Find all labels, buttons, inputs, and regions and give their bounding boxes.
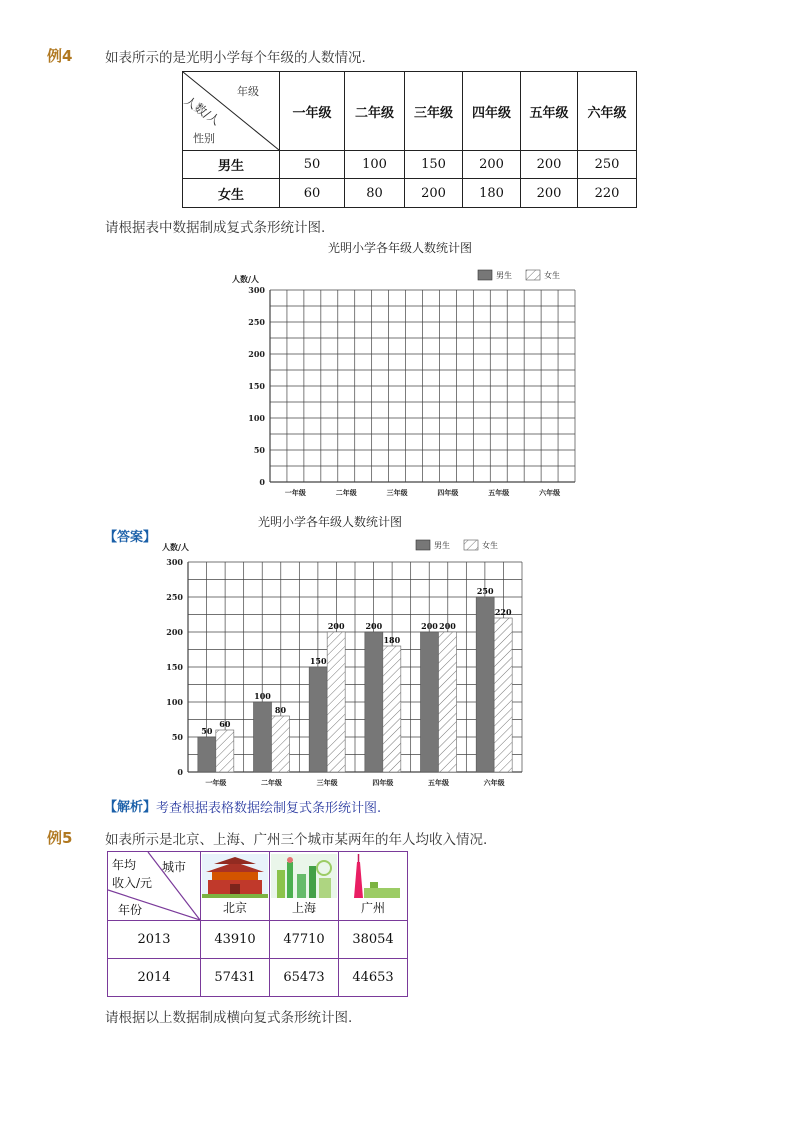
analysis-label: 【解析】 [104,800,157,815]
corner-income-label-2: 收入/元 [112,876,153,890]
table-cell: 220 [578,179,637,208]
y-tick-label: 300 [248,285,265,295]
answer-label: 【答案】 [104,530,157,545]
legend-label-male: 男生 [496,271,512,280]
table-cell: 150 [405,151,463,179]
y-tick-label: 100 [166,697,183,707]
city-name: 广州 [360,901,385,915]
grade-header: 三年级 [405,72,463,151]
bar-female [272,716,290,772]
chart-title: 光明小学各年级人数统计图 [327,241,473,255]
tiananmen-icon [202,854,268,898]
table-cell: 200 [405,179,463,208]
x-tick-label: 六年级 [483,778,505,787]
y-tick-label: 0 [177,767,183,777]
table-cell: 65473 [270,959,339,997]
answer-bar-chart [150,510,540,792]
table-row [108,959,408,997]
table-cell: 80 [345,179,405,208]
data-label-male: 250 [476,586,494,596]
y-tick-label: 50 [253,445,265,455]
x-tick-label: 一年级 [205,778,227,787]
data-label-female: 80 [274,705,287,715]
canton-tower-icon [340,854,406,898]
x-tick-label: 五年级 [428,778,449,787]
bar-female [383,646,401,772]
data-label-female: 180 [383,635,401,645]
bar-female [327,632,345,772]
example-4-label: 例4 [47,47,73,65]
legend-swatch-female [464,540,478,550]
bar-female [439,632,457,772]
bar-male [365,632,383,772]
city-income-table [107,851,408,997]
grade-header: 五年级 [521,72,578,151]
grade-header: 一年级 [280,72,345,151]
y-tick-label: 0 [259,477,265,487]
analysis-text: 考查根据表格数据绘制复式条形统计图. [156,801,382,816]
data-label-male: 150 [309,656,327,666]
x-tick-label: 四年级 [437,488,459,497]
table-cell: 180 [463,179,521,208]
legend-label-female: 女生 [482,541,498,550]
grade-header: 四年级 [463,72,521,151]
y-tick-label: 150 [166,662,183,672]
table-cell: 47710 [270,921,339,959]
y-tick-label: 50 [171,732,183,742]
table-cell: 44653 [339,959,408,997]
data-label-male: 200 [421,621,438,631]
data-label-male: 50 [201,726,213,736]
table-corner-cell [108,852,201,921]
table-cell: 100 [345,151,405,179]
year-cell: 2013 [108,921,201,959]
grade-population-table [182,71,637,208]
y-tick-label: 300 [166,557,183,567]
legend-label-female: 女生 [544,271,560,280]
example-4-text: 如表所示的是光明小学每个年级的人数情况. [105,50,366,66]
y-tick-label: 250 [166,592,183,602]
bar-male [476,597,494,772]
city-header-shanghai [270,852,339,921]
table-cell: 200 [521,151,578,179]
y-axis-label: 人数/人 [162,542,189,552]
table-row [108,921,408,959]
x-tick-label: 二年级 [335,488,357,497]
city-name: 上海 [291,901,316,915]
data-label-female: 200 [327,621,345,631]
legend-label-male: 男生 [434,541,450,550]
shanghai-skyline-icon [271,854,337,898]
data-label-female: 60 [219,719,231,729]
table-row [183,151,637,179]
row-label: 女生 [183,179,280,208]
table-row [183,179,637,208]
table-cell: 250 [578,151,637,179]
chart-title: 光明小学各年级人数统计图 [257,515,403,529]
bar-female [216,730,234,772]
example-5-text: 如表所示是北京、上海、广州三个城市某两年的年人均收入情况. [105,832,488,848]
grade-header: 六年级 [578,72,637,151]
legend-swatch-female [526,270,540,280]
city-name: 北京 [222,901,247,915]
bar-female [494,618,512,772]
table-cell: 50 [280,151,345,179]
example-5-instruction: 请根据以上数据制成横向复式条形统计图. [105,1010,353,1026]
x-tick-label: 五年级 [488,488,510,497]
empty-bar-chart [230,236,600,506]
table-cell: 38054 [339,921,408,959]
grade-header: 二年级 [345,72,405,151]
table-corner-cell [183,72,280,151]
y-axis-label: 人数/人 [232,274,259,284]
corner-income-label-1: 年均 [112,858,137,872]
city-header-beijing [201,852,270,921]
bar-male [198,737,216,772]
bar-male [254,702,272,772]
x-tick-label: 三年级 [386,488,408,497]
bar-male [421,632,439,772]
table-cell: 200 [463,151,521,179]
table-cell: 57431 [201,959,270,997]
corner-grade-label: 年级 [237,85,259,98]
table-cell: 60 [280,179,345,208]
y-tick-label: 200 [248,349,265,359]
data-label-male: 100 [254,691,271,701]
corner-gender-label: 性别 [193,132,215,145]
example-4-instruction: 请根据表中数据制成复式条形统计图. [105,220,326,236]
table-cell: 200 [521,179,578,208]
row-label: 男生 [183,151,280,179]
y-tick-label: 250 [248,317,265,327]
x-tick-label: 二年级 [261,778,282,787]
x-tick-label: 六年级 [539,488,561,497]
corner-year-label: 年份 [118,903,143,917]
y-tick-label: 200 [166,627,183,637]
legend-swatch-male [478,270,492,280]
y-tick-label: 150 [248,381,265,391]
data-label-male: 200 [365,621,383,631]
data-label-female: 200 [439,621,456,631]
x-tick-label: 四年级 [372,778,394,787]
legend-swatch-male [416,540,430,550]
city-header-guangzhou [339,852,408,921]
example-5-label: 例5 [47,829,73,847]
bar-male [309,667,327,772]
corner-city-label: 城市 [162,860,187,874]
data-label-female: 220 [494,607,512,617]
table-cell: 43910 [201,921,270,959]
y-tick-label: 100 [248,413,265,423]
corner-count-label: 人数/人 [181,93,223,129]
x-tick-label: 三年级 [316,778,338,787]
x-tick-label: 一年级 [284,488,306,497]
year-cell: 2014 [108,959,201,997]
